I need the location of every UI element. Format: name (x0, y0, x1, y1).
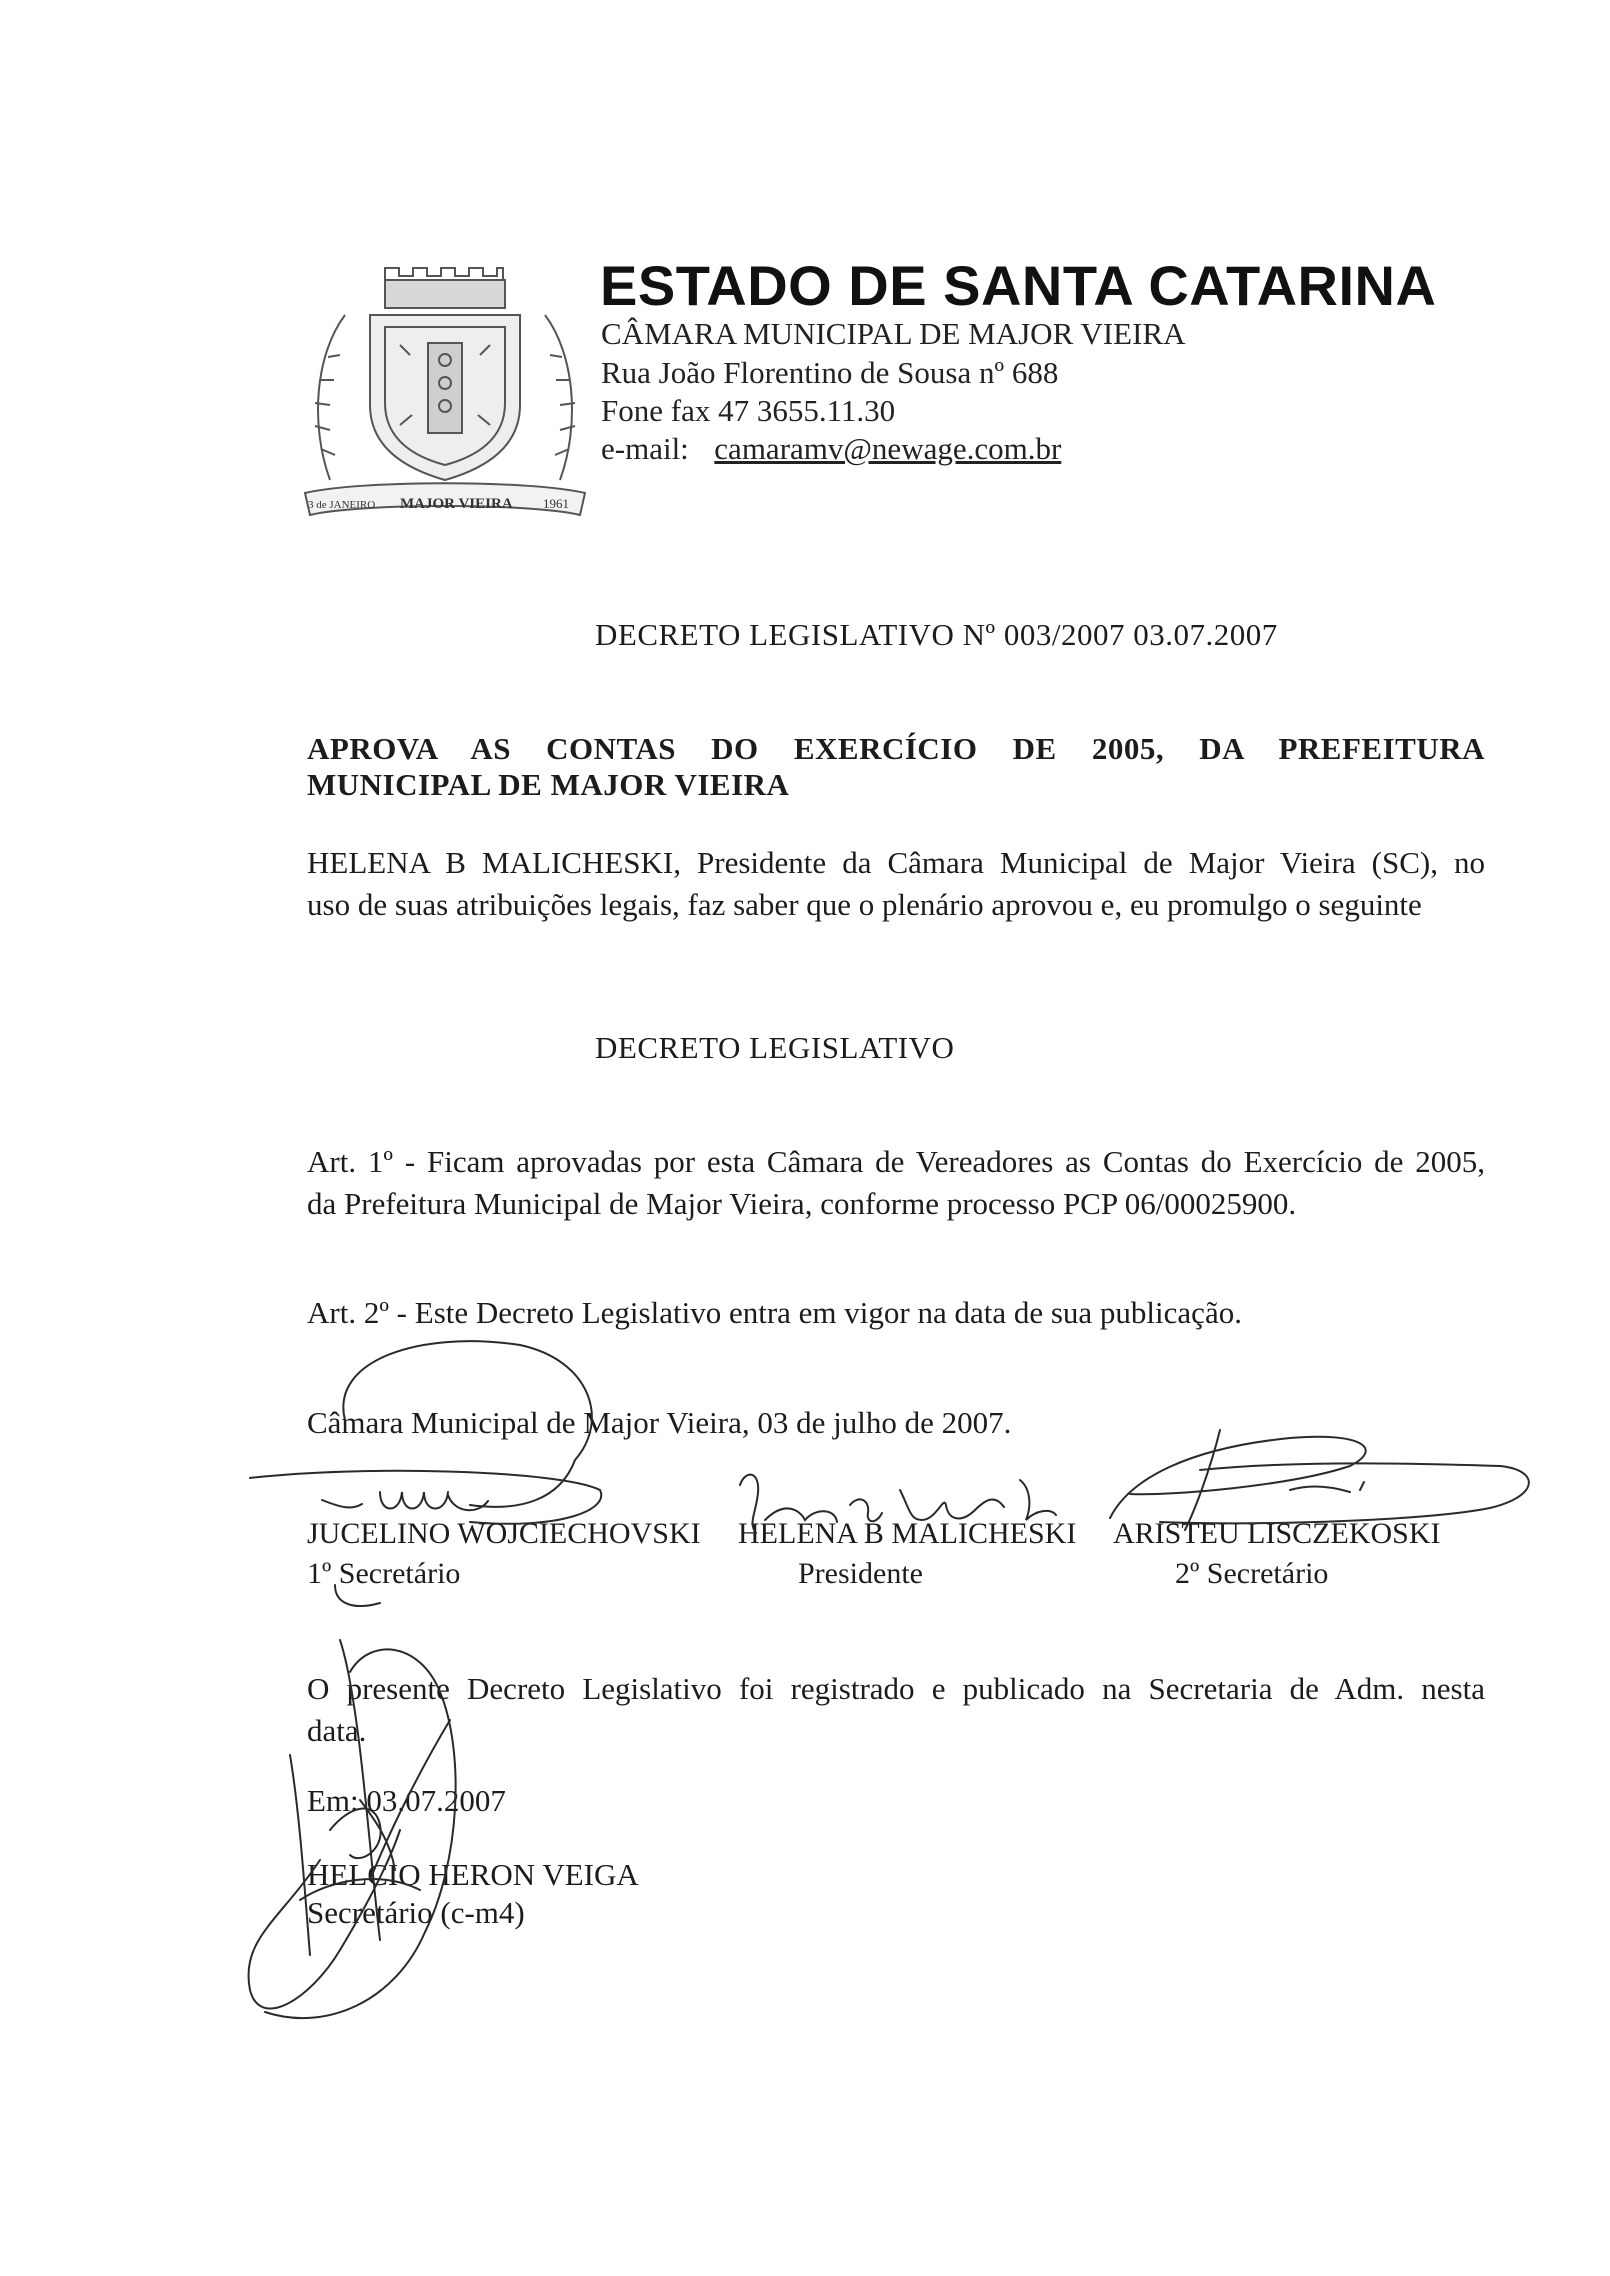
decree-subject (307, 731, 1485, 803)
registration-date: Em: 03.07.2007 (307, 1783, 506, 1818)
article-1-line-2: da Prefeitura Municipal de Major Vieira, conforme processo PCP 06/00025900. (307, 1186, 1297, 1221)
email-label: e-mail: (601, 431, 689, 466)
subject-line-2: MUNICIPAL DE MAJOR VIEIRA (307, 767, 790, 802)
signatory-role-2: Presidente (798, 1557, 923, 1590)
chamber-address: Rua João Florentino de Sousa nº 688 (601, 355, 1059, 390)
email-link[interactable]: camaramv@newage.com.br (714, 431, 1062, 466)
article-1 (307, 1141, 1485, 1225)
signatory-role-1: 1º Secretário (307, 1557, 461, 1590)
place-date: Câmara Municipal de Major Vieira, 03 de julho de 2007. (307, 1405, 1012, 1440)
decree-number: DECRETO LEGISLATIVO Nº 003/2007 03.07.2007 (595, 617, 1278, 652)
signatory-name-2: HELENA B MALICHESKI (738, 1517, 1077, 1550)
registration-name: HELCIO HERON VEIGA (307, 1857, 639, 1892)
article-2: Art. 2º - Este Decreto Legislativo entra em vigor na data de sua publicação. (307, 1295, 1242, 1330)
registration-line-2: data. (307, 1713, 367, 1748)
preamble-line-2: uso de suas atribuições legais, faz saber que o plenário aprovou e, eu promulgo o seguinte (307, 887, 1422, 922)
seal-ribbon-left: 3 de JANEIRO (308, 499, 376, 511)
signature-secretary-2 (1110, 1430, 1529, 1530)
chamber-name: CÂMARA MUNICIPAL DE MAJOR VIEIRA (601, 316, 1186, 351)
preamble (307, 842, 1485, 926)
state-title: ESTADO DE SANTA CATARINA (600, 254, 1437, 317)
stamp-oval-2 (250, 1471, 601, 1524)
seal-ribbon-right: 1961 (543, 496, 569, 511)
registration-note (307, 1668, 1485, 1752)
signatory-name-3: ARISTEU LISCZEKOSKI (1113, 1517, 1441, 1550)
decree-heading: DECRETO LEGISLATIVO (595, 1030, 955, 1065)
registration-line-1: O presente Decreto Legislativo foi registrado e publicado na Secretaria de Adm. nesta (307, 1671, 1485, 1706)
chamber-email-row (601, 431, 1061, 467)
signature-secretary-1 (322, 1492, 488, 1510)
chamber-phone: Fone fax 47 3655.11.30 (601, 393, 896, 428)
subject-line-1: APROVA AS CONTAS DO EXERCÍCIO DE 2005, DA PREFEITURA (307, 731, 1485, 766)
municipal-seal (300, 265, 590, 525)
signatory-name-1: JUCELINO WOJCIECHOVSKI (307, 1517, 701, 1550)
seal-ribbon-center: MAJOR VIEIRA (400, 496, 513, 512)
preamble-line-1: HELENA B MALICHESKI, Presidente da Câmara Municipal de Major Vieira (SC), no (307, 845, 1485, 880)
signatory-role-3: 2º Secretário (1175, 1557, 1329, 1590)
registration-role: Secretário (c-m4) (307, 1895, 525, 1930)
article-1-line-1: Art. 1º - Ficam aprovadas por esta Câmara de Vereadores as Contas do Exercício de 2005, (307, 1144, 1485, 1179)
